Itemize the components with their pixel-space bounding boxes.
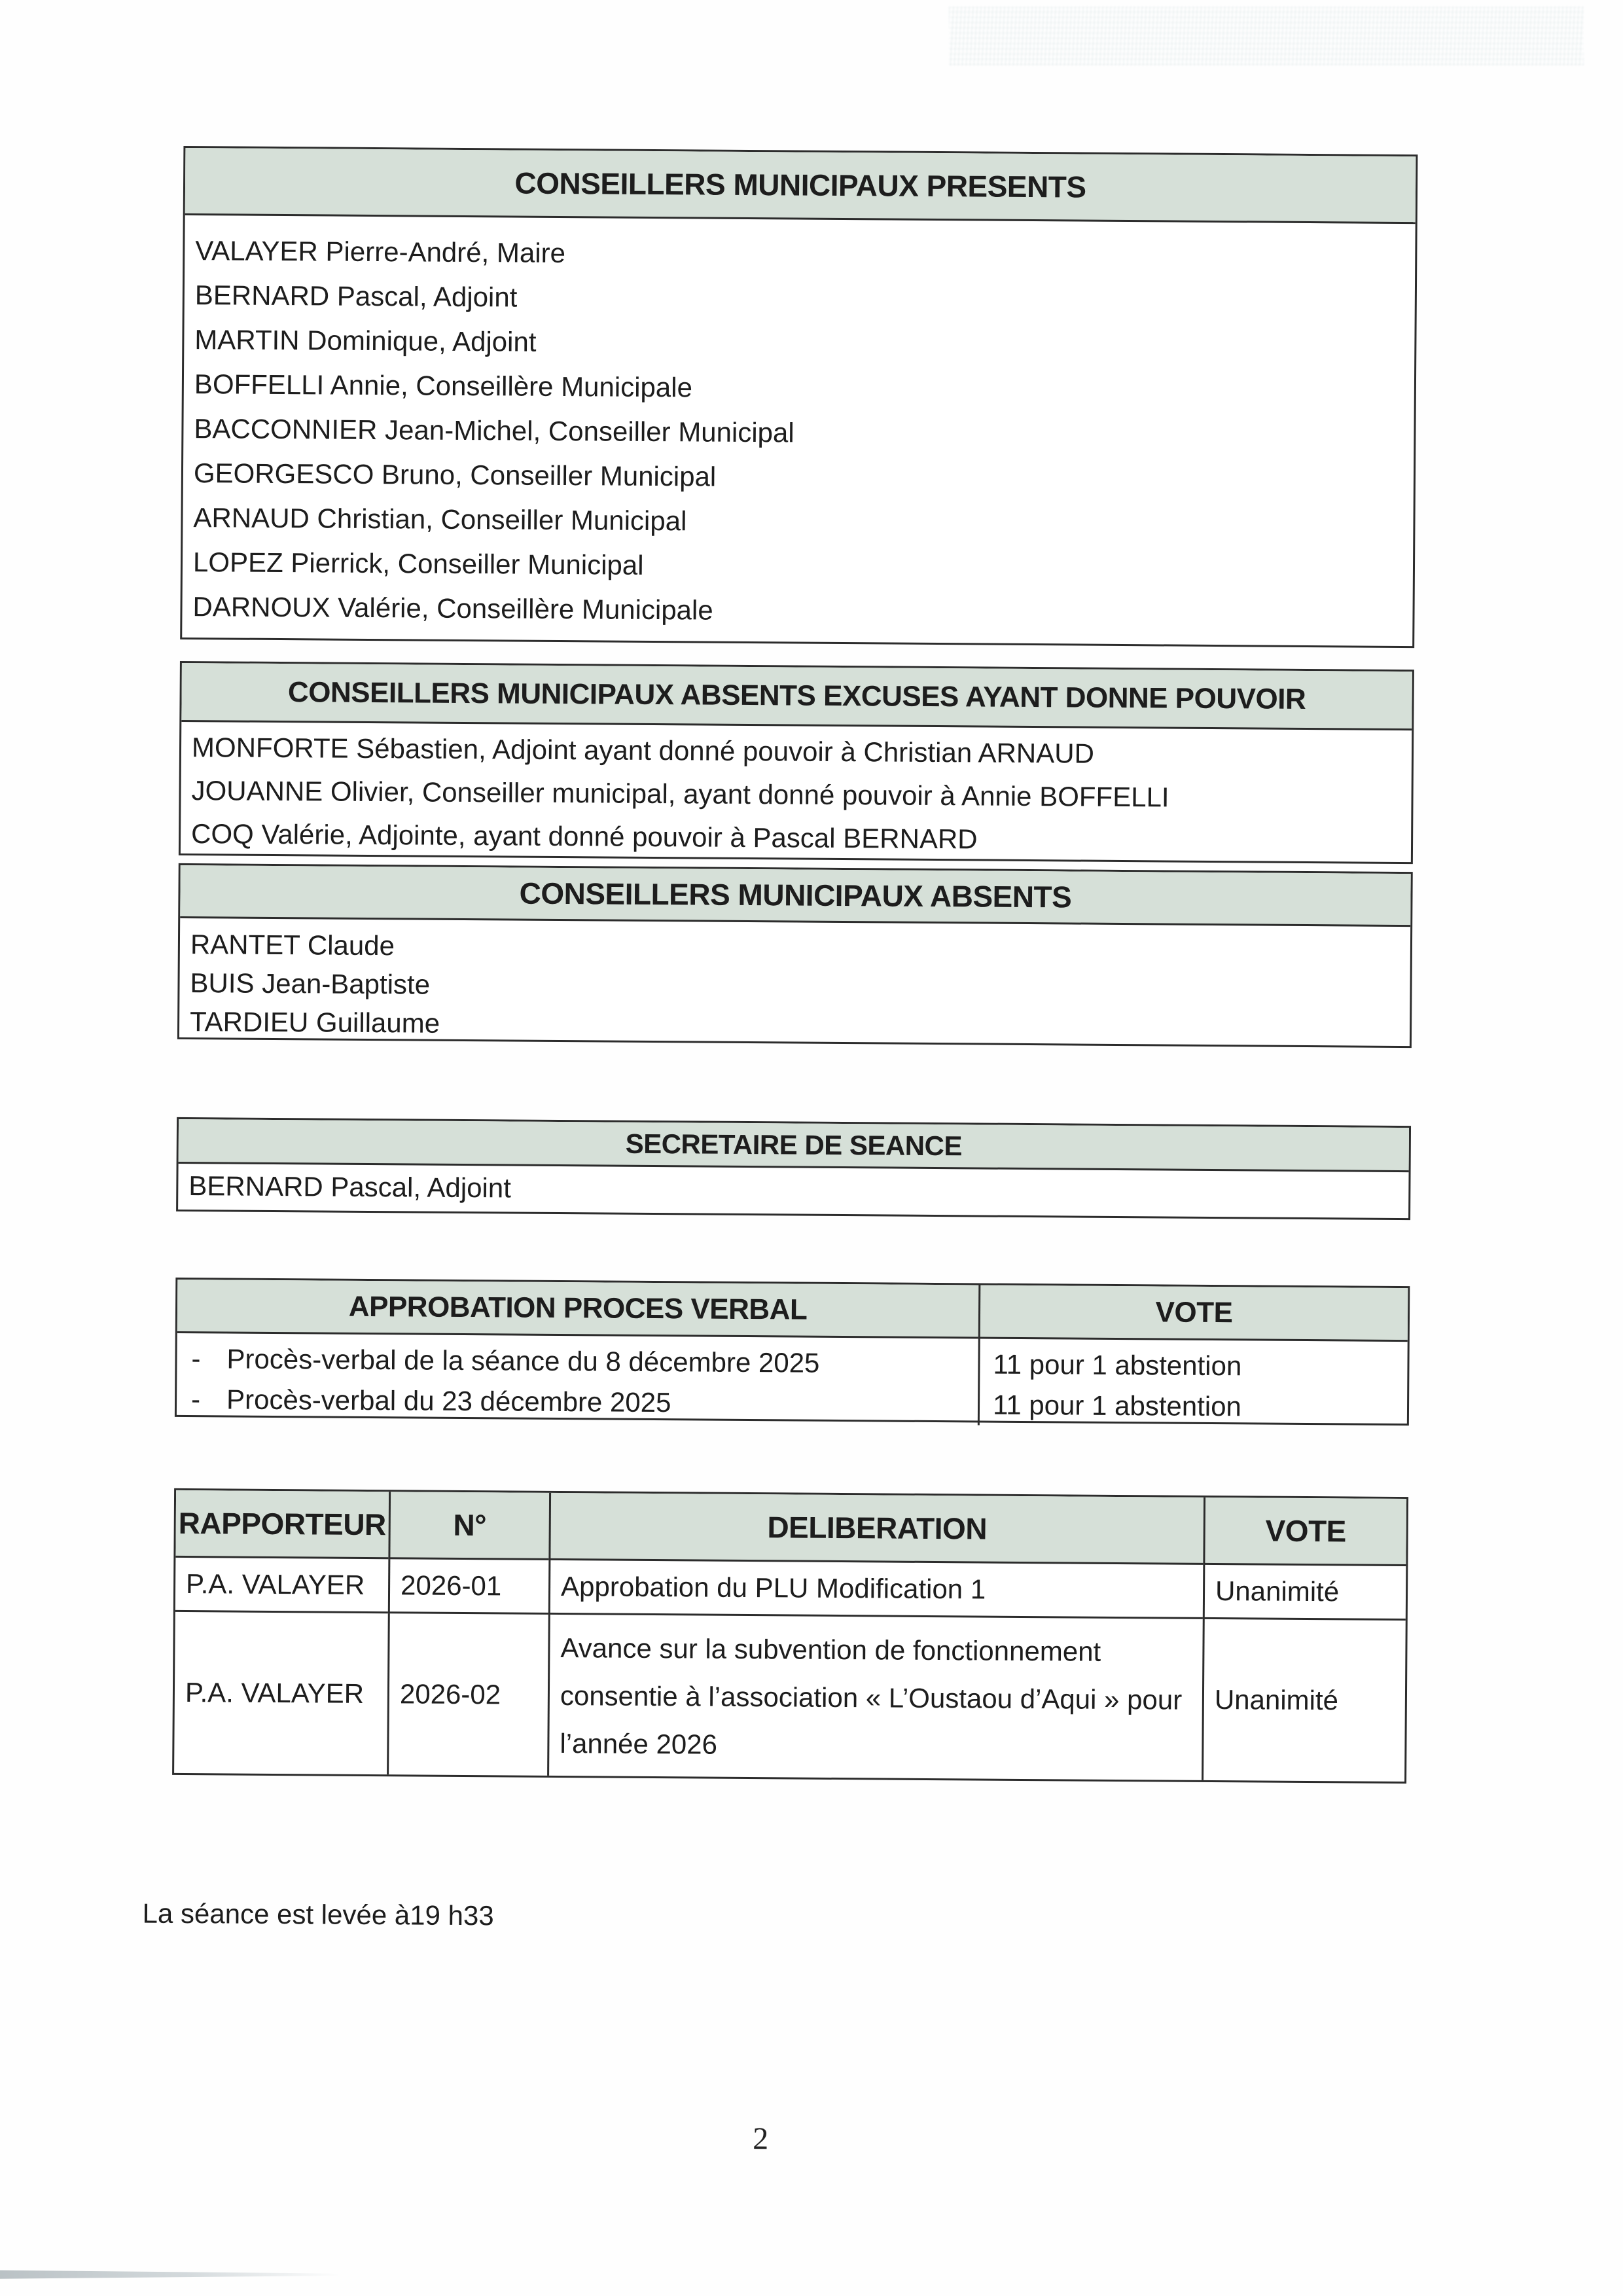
closing-line: La séance est levée à19 h33 [142,1897,494,1931]
absents-excuses-list [181,722,1412,864]
table-secretaire-seance [176,1117,1411,1220]
vote-value: 11 pour 1 abstention [992,1389,1242,1422]
cell-deliberation [547,1615,1203,1780]
column-header: VOTE [1265,1513,1347,1549]
bullet-dash: - [191,1343,201,1374]
approbation-item: Procès-verbal du 23 décembre 2025 [226,1384,671,1418]
cell-numero [387,1613,548,1776]
table-row [177,1379,978,1426]
list-item: BERNARD Pascal, Adjoint [188,1170,512,1204]
list-item: LOPEZ Pierrick, Conseiller Municipal [192,547,644,581]
deliberation-value: Avance sur la subvention de fonctionnement consentie à l’association « L’Oustaou d’Aqui » pour l’année 2026 [560,1632,1183,1760]
table-row [177,1338,978,1385]
section-header-secretaire [179,1119,1409,1172]
cell-numero [388,1559,549,1615]
list-item: BERNARD Pascal, Adjoint [194,279,518,313]
list-item: JOUANNE Olivier, Conseiller municipal, ayant donné pouvoir à Annie BOFFELLI [191,775,1169,813]
cell-rapporteur [174,1612,388,1774]
list-item: COQ Valérie, Adjointe, ayant donné pouvoir à Pascal BERNARD [190,818,978,855]
table-absents-excuses [179,661,1414,864]
header-deliberation [548,1493,1204,1565]
vote-value: 11 pour 1 abstention [993,1348,1242,1382]
list-item: BUIS Jean-Baptiste [190,967,431,1000]
header-rapporteur [175,1490,389,1559]
cell-vote [1202,1619,1406,1782]
table-approbation-proces-verbal [175,1278,1410,1426]
vote-value: Unanimité [1214,1684,1339,1716]
column-header: APPROBATION PROCES VERBAL [348,1290,808,1326]
absents-list [179,918,1410,1049]
bullet-dash: - [190,1384,201,1415]
list-item: ARNAUD Christian, Conseiller Municipal [193,502,687,537]
list-item: MONFORTE Sébastien, Adjoint ayant donné pouvoir à Christian ARNAUD [191,732,1095,769]
page-number: 2 [753,2121,769,2157]
section-title: CONSEILLERS MUNICIPAUX ABSENTS [519,876,1072,914]
secretaire-list [178,1164,1408,1215]
rapporteur-value: P.A. VALAYER [185,1677,365,1709]
section-title: CONSEILLERS MUNICIPAUX ABSENTS EXCUSES AYANT DONNE POUVOIR [287,675,1306,715]
vote-value: Unanimité [1215,1575,1340,1607]
cell-deliberation [548,1560,1204,1619]
list-item: MARTIN Dominique, Adjoint [194,324,537,357]
approbation-vote-header [978,1285,1408,1342]
rapporteur-value: P.A. VALAYER [185,1568,365,1600]
table-deliberations [172,1488,1408,1784]
approbation-item: Procès-verbal de la séance du 8 décembre 2025 [226,1343,820,1378]
table-absents [177,863,1413,1048]
section-header-absents-excuses [181,663,1412,730]
list-item: GEORGESCO Bruno, Conseiller Municipal [193,457,717,492]
list-item: BOFFELLI Annie, Conseillère Municipale [194,368,693,403]
column-header: RAPPORTEUR [178,1505,386,1542]
cell-vote [1203,1565,1406,1621]
table-conseillers-presents [180,146,1418,648]
list-item: BACCONNIER Jean-Michel, Conseiller Municipal [194,413,794,448]
section-title: CONSEILLERS MUNICIPAUX PRESENTS [514,166,1086,204]
numero-value: 2026-01 [400,1570,502,1602]
approbation-header [177,1280,979,1339]
presents-list [182,215,1415,637]
column-header: N° [453,1507,487,1543]
list-item: TARDIEU Guillaume [189,1006,440,1039]
section-title: SECRETAIRE DE SEANCE [625,1128,963,1161]
numero-value: 2026-02 [399,1678,501,1710]
list-item: DARNOUX Valérie, Conseillère Municipale [192,591,713,626]
approbation-votes-cell [978,1338,1408,1428]
column-header: DELIBERATION [767,1510,988,1546]
cell-rapporteur [175,1558,389,1613]
deliberation-value: Approbation du PLU Modification 1 [560,1571,986,1605]
header-numero [388,1492,549,1560]
approbation-items-cell [177,1333,978,1426]
column-header: VOTE [1155,1295,1233,1329]
section-header-presents [185,148,1416,224]
list-item: RANTET Claude [190,929,395,961]
list-item: VALAYER Pierre-André, Maire [195,235,566,269]
section-header-absents [180,865,1411,927]
header-vote [1203,1498,1406,1566]
